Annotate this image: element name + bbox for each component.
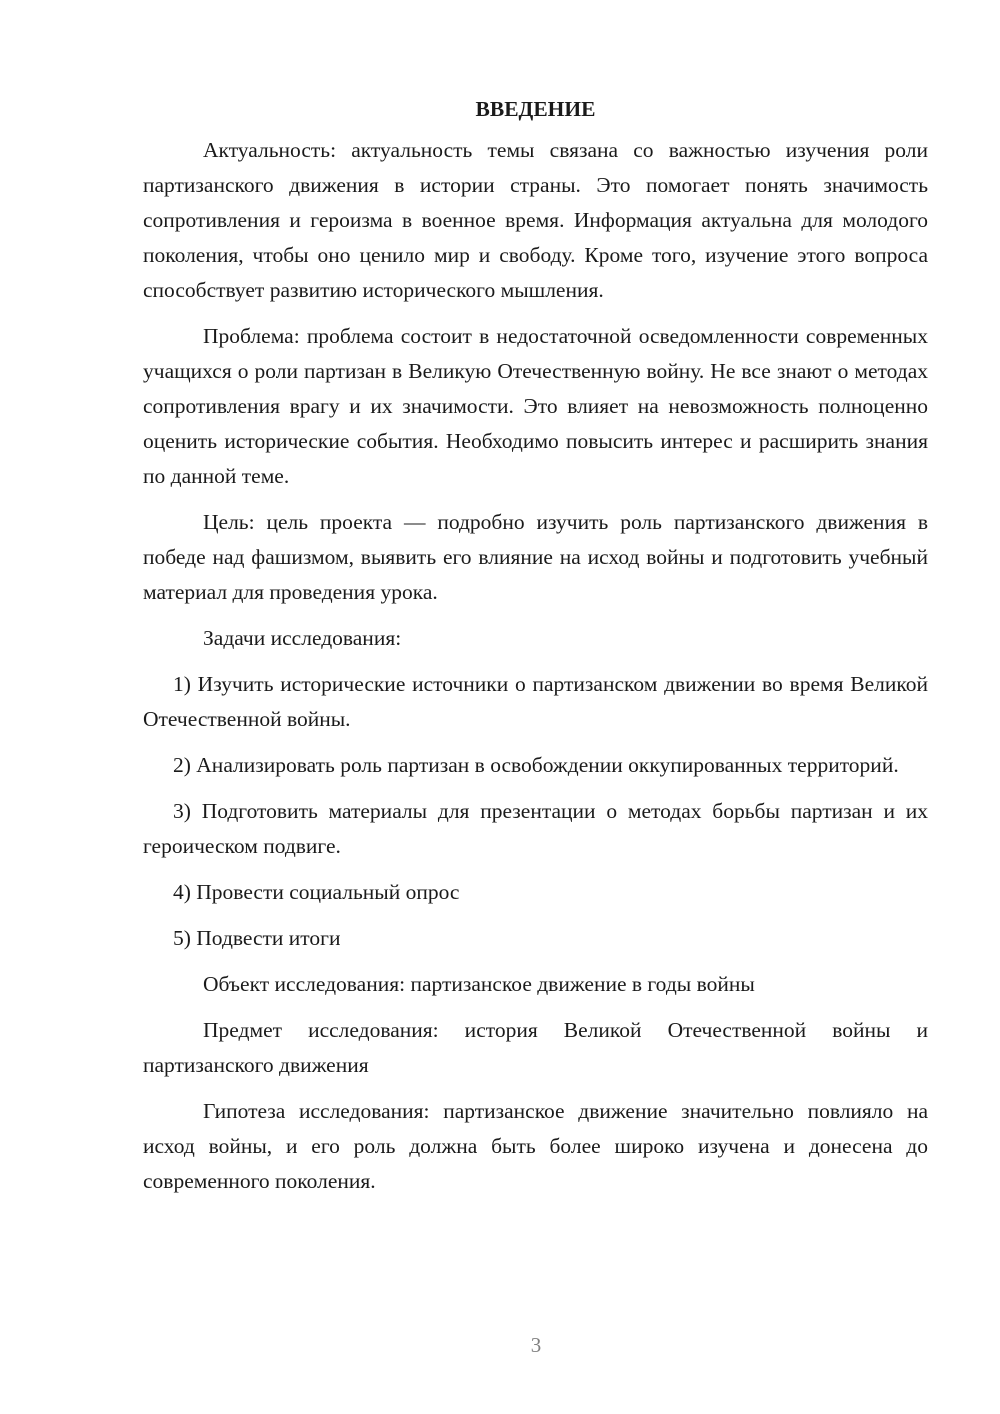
- task-item-2: 2) Анализировать роль партизан в освобождении оккупированных территорий.: [173, 753, 899, 777]
- task-item-5: 5) Подвести итоги: [173, 926, 341, 950]
- object-paragraph: Объект исследования: партизанское движение в годы войны: [203, 972, 755, 996]
- section-title: ВВЕДЕНИЕ: [475, 97, 596, 121]
- goal-paragraph: Цель: цель проекта — подробно изучить роль партизанского движения в победе над фашизмом, выявить его влияние на исход войны и подготовить учебный материал для проведения урока.: [143, 510, 928, 604]
- task-item-4: 4) Провести социальный опрос: [173, 880, 460, 904]
- page-number: 3: [530, 1333, 542, 1357]
- task-item-1: 1) Изучить исторические источники о партизанском движении во время Великой Отечественной войны.: [143, 672, 928, 731]
- problem-paragraph: Проблема: проблема состоит в недостаточной осведомленности современных учащихся о роли партизан в Великую Отечественную войну. Не все знают о методах сопротивления врагу и их значимости. Это влияет на невозможность полноценно оценить исторические события. Необходимо повысить интерес и расширить знания по данной теме.: [143, 324, 928, 488]
- tasks-heading: Задачи исследования:: [203, 626, 402, 650]
- relevance-paragraph: Актуальность: актуальность темы связана со важностью изучения роли партизанского движения в истории страны. Это помогает понять значимость сопротивления и героизма в военное время. Информация актуальна для молодого поколения, чтобы оно ценило мир и свободу. Кроме того, изучение этого вопроса способствует развитию исторического мышления.: [143, 138, 928, 302]
- subject-paragraph: Предмет исследования: история Великой Отечественной войны и партизанского движения: [143, 1018, 928, 1077]
- hypothesis-paragraph: Гипотеза исследования: партизанское движение значительно повлияло на исход войны, и его роль должна быть более широко изучена и донесена до современного поколения.: [143, 1099, 928, 1193]
- task-item-3: 3) Подготовить материалы для презентации о методах борьбы партизан и их героическом подвиге.: [143, 799, 928, 858]
- document-page: [143, 92, 928, 1210]
